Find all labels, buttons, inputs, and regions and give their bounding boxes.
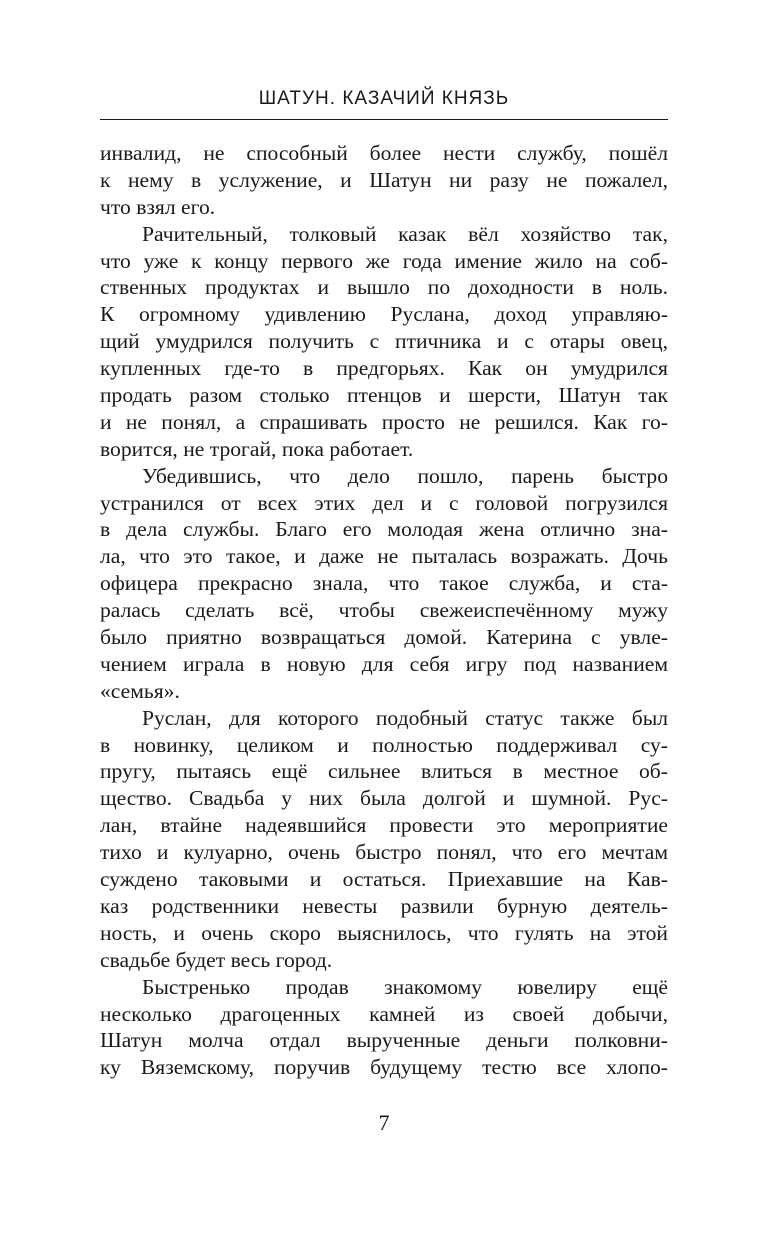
- text-line: несколько драгоценных камней из своей добычи,: [100, 1001, 668, 1026]
- text-line: инвалид, не способный более нести службу, пошёл: [100, 141, 668, 165]
- text-line: К огромному удивлению Руслана, доход управляю-: [100, 302, 668, 327]
- text-line: свадьбе будет весь город.: [100, 947, 333, 972]
- text-line: ворится, не трогай, пока работает.: [100, 436, 414, 461]
- paragraph-first-line: Рачительный, толковый казак вёл хозяйство так,: [142, 221, 668, 246]
- paragraph-first-line: Руслан, для которого подобный статус также был: [142, 705, 668, 730]
- text-line: суждено таковыми и остаться. Приехавшие на Кав-: [100, 867, 668, 892]
- text-line: что уже к концу первого же года имение жило на соб-: [100, 248, 668, 273]
- text-line: Шатун молча отдал вырученные деньги полковни-: [100, 1028, 668, 1053]
- text-line: щество. Свадьба у них была долгой и шумной. Рус-: [100, 786, 668, 811]
- text-line: офицера прекрасно знала, что такое служба, и ста-: [100, 571, 668, 596]
- text-line: ралась сделать всё, чтобы свежеиспечённому мужу: [100, 598, 668, 623]
- text-line: ку Вяземскому, поручив будущему тестю все хлопо-: [100, 1055, 668, 1080]
- text-line: что взял его.: [100, 194, 216, 219]
- text-line: ность, и очень скоро выяснилось, что гулять на этой: [100, 920, 668, 945]
- text-line: каз родственники невесты развили бурную деятель-: [100, 893, 668, 918]
- text-line: щий умудрился получить с птичника и с отары овец,: [100, 329, 668, 354]
- running-head: ШАТУН. КАЗАЧИЙ КНЯЗЬ: [258, 88, 510, 109]
- body-text: [100, 140, 668, 1081]
- header-rule: [100, 119, 668, 120]
- text-line: купленных где-то в предгорьях. Как он умудрился: [100, 356, 668, 381]
- page-number: 7: [378, 1110, 390, 1135]
- text-line: чением играла в новую для себя игру под названием: [100, 651, 668, 676]
- text-line: к нему в услужение, и Шатун ни разу не пожалел,: [100, 167, 668, 192]
- text-line: ственных продуктах и вышло по доходности в ноль.: [100, 275, 668, 300]
- text-line: было приятно возвращаться домой. Катерина с увле-: [100, 625, 668, 650]
- text-line: «семья».: [100, 678, 180, 703]
- paragraph-first-line: Убедившись, что дело пошло, парень быстро: [142, 463, 668, 488]
- text-line: и не понял, а спрашивать просто не решился. Как го-: [100, 409, 668, 434]
- text-line: устранился от всех этих дел и с головой погрузился: [100, 490, 668, 515]
- text-line: в новинку, целиком и полностью поддерживал су-: [100, 732, 668, 757]
- text-line: ла, что это такое, и даже не пыталась возражать. Дочь: [100, 544, 668, 569]
- text-line: тихо и кулуарно, очень быстро понял, что его мечтам: [100, 840, 668, 865]
- paragraph-first-line: Быстренько продав знакомому ювелиру ещё: [142, 974, 668, 999]
- text-line: пругу, пытаясь ещё сильнее влиться в местное об-: [100, 759, 668, 784]
- text-line: продать разом столько птенцов и шерсти, Шатун так: [100, 383, 668, 408]
- text-line: в дела службы. Благо его молодая жена отлично зна-: [100, 517, 668, 542]
- text-line: лан, втайне надеявшийся провести это мероприятие: [100, 813, 668, 838]
